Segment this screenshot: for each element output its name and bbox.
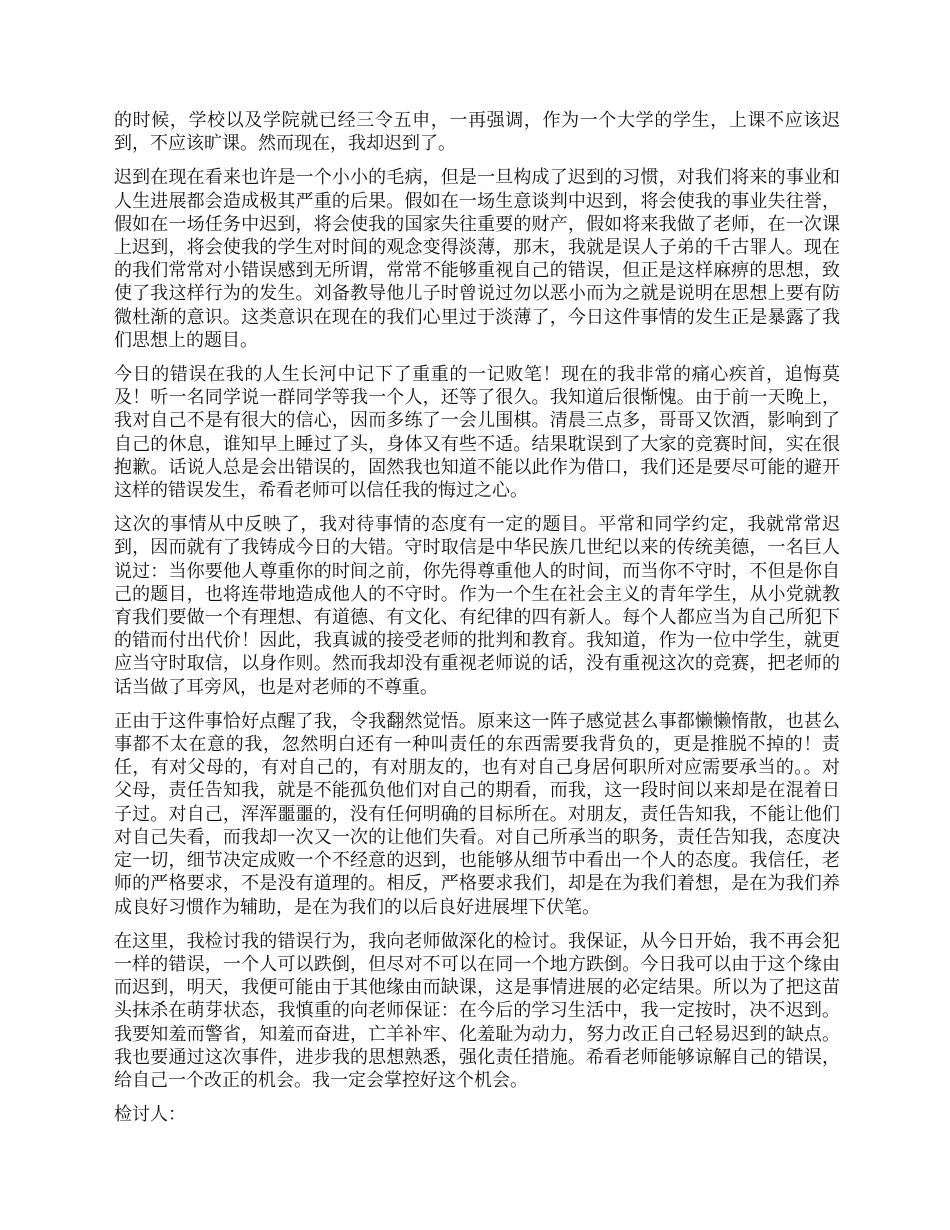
paragraph-1: 的时候，学校以及学院就已经三令五申，一再强调，作为一个大学的学生，上课不应该迟到，不应该旷课。然而现在，我却迟到了。 xyxy=(114,110,840,155)
paragraph-3: 今日的错误在我的人生长河中记下了重重的一记败笔！现在的我非常的痛心疾首，追悔莫及！听一名同学说一群同学等我一个人，还等了很久。我知道后很惭愧。由于前一天晚上，我对自己不是有很大的信心，因而多练了一会儿围棋。清晨三点多，哥哥又饮酒，影响到了自己的休息，谁知早上睡过了头，身体又有些不适。结果耽误到了大家的竞赛时间，实在很抱歉。话说人总是会出错误的，固然我也知道不能以此作为借口，我们还是要尽可能的避开这样的错误发生，希看老师可以信任我的悔过之心。 xyxy=(114,364,840,502)
paragraph-4: 这次的事情从中反映了，我对待事情的态度有一定的题目。平常和同学约定，我就常常迟到，因而就有了我铸成今日的大错。守时取信是中华民族几世纪以来的传统美德，一名巨人说过：当你要他人尊重你的时间之前，你先得尊重他人的时间，而当你不守时，不但是你自己的题目，也将连带地造成他人的不守时。作为一个生在社会主义的青年学生，从小党就教育我们要做一个有理想、有道德、有文化、有纪律的四有新人。每个人都应当为自己所犯下的错而付出代价！因此，我真诚的接受老师的批判和教育。我知道，作为一位中学生，就更应当守时取信，以身作则。然而我却没有重视老师说的话，没有重视这次的竞赛，把老师的话当做了耳旁风，也是对老师的不尊重。 xyxy=(114,514,840,698)
paragraph-2: 迟到在现在看来也许是一个小小的毛病，但是一旦构成了迟到的习惯，对我们将来的事业和人生进展都会造成极其严重的后果。假如在一场生意谈判中迟到，将会使我的事业失往誉，假如在一场任务中迟到，将会使我的国家失往重要的财产，假如将来我做了老师，在一次课上迟到，将会使我的学生对时间的观念变得淡薄，那末，我就是误人子弟的千古罪人。现在的我们常常对小错误感到无所谓，常常不能够重视自己的错误，但正是这样麻痹的思想，致使了我这样行为的发生。刘备教导他儿子时曾说过勿以恶小而为之就是说明在思想上要有防微杜渐的意识。这类意识在现在的我们心里过于淡薄了，今日这件事情的发生正是暴露了我们思想上的题目。 xyxy=(114,167,840,351)
paragraph-5: 正由于这件事恰好点醒了我，令我翻然觉悟。原来这一阵子感觉甚么事都懒懒惰散，也甚么事都不太在意的我，忽然明白还有一种叫责任的东西需要我背负的，更是推脱不掉的！责任，有对父母的，有对自己的，有对朋友的，也有对自己身居何职所对应需要承当的。。对父母，责任告知我，就是不能孤负他们对自己的期看，而我，这一段时间以来却是在混着日子过。对自己，浑浑噩噩的，没有任何明确的目标所在。对朋友，责任告知我，不能让他们对自己失看，而我却一次又一次的让他们失看。对自己所承当的职务，责任告知我，态度决定一切，细节决定成败一个不经意的迟到，也能够从细节中看出一个人的态度。我信任，老师的严格要求，不是没有道理的。相反，严格要求我们，却是在为我们着想，是在为我们养成良好习惯作为辅助，是在为我们的以后良好进展埋下伏笔。 xyxy=(114,710,840,918)
signature-line: 检讨人： xyxy=(114,1104,186,1126)
paragraph-6: 在这里，我检讨我的错误行为，我向老师做深化的检讨。我保证，从今日开始，我不再会犯一样的错误，一个人可以跌倒，但尽对不可以在同一个地方跌倒。今日我可以由于这个缘由而迟到，明天，我便可能由于其他缘由而缺课，这是事情进展的必定结果。所以为了把这苗头抹杀在萌芽状态，我慎重的向老师保证：在今后的学习生活中，我一定按时，决不迟到。我要知羞而警省，知羞而奋进，亡羊补牢、化羞耻为动力，努力改正自己轻易迟到的缺点。我也要通过这次事件，进步我的思想熟悉，强化责任措施。希看老师能够谅解自己的错误，给自己一个改正的机会。我一定会掌控好这个机会。 xyxy=(114,930,840,1091)
document-body xyxy=(114,109,840,1126)
